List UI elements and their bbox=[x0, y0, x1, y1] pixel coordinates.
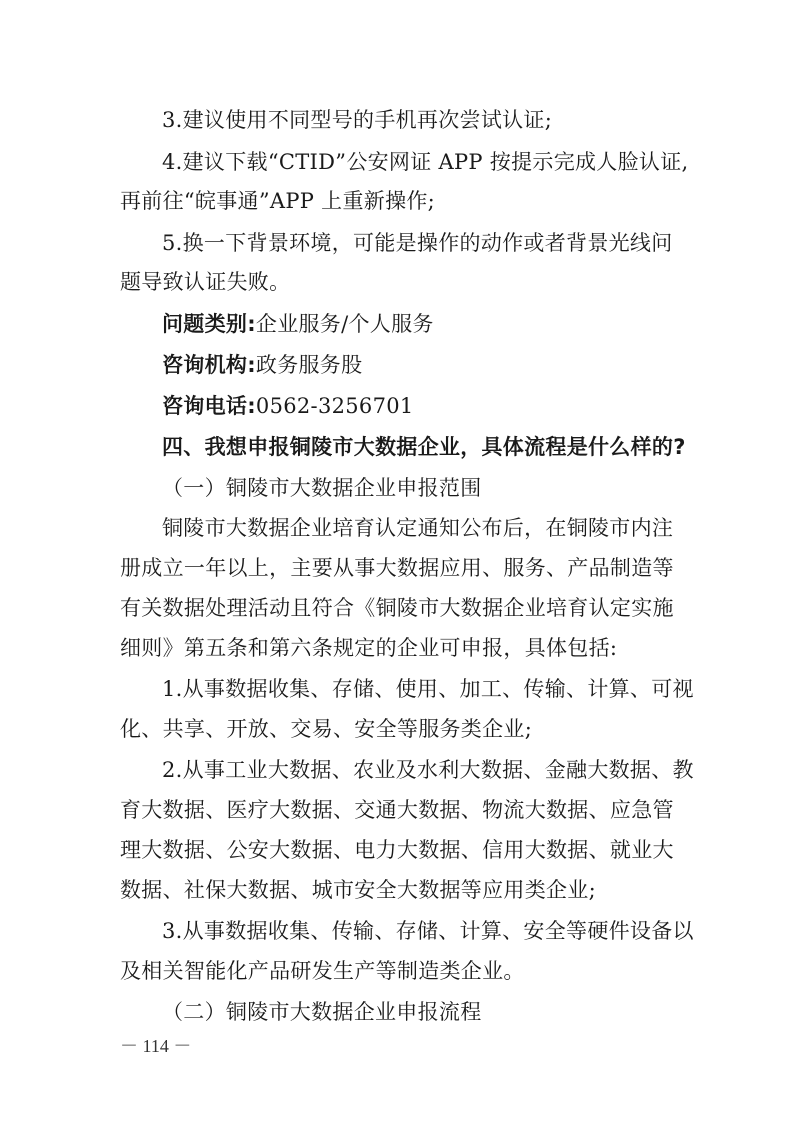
agency-label: 咨询机构: bbox=[162, 353, 256, 377]
agency-value: 政务服务股 bbox=[255, 353, 363, 377]
phone-value: 0562-3256701 bbox=[255, 394, 414, 418]
paragraph-item-3: 3.建议使用不同型号的手机再次尝试认证; bbox=[162, 108, 553, 132]
paragraph-item-4-line-2: 再前往“皖事通”APP 上重新操作; bbox=[120, 189, 436, 213]
paragraph-scope-line-1: 铜陵市大数据企业培育认定通知公布后，在铜陵市内注 bbox=[162, 516, 674, 540]
page-number: － 114 － bbox=[120, 1036, 192, 1056]
paragraph-scope-line-4: 细则》第五条和第六条规定的企业可申报，具体包括: bbox=[120, 636, 618, 660]
paragraph-scope-line-3: 有关数据处理活动且符合《铜陵市大数据企业培育认定实施 bbox=[120, 596, 674, 620]
subsection-1-heading: （一）铜陵市大数据企业申报范围 bbox=[162, 476, 482, 500]
list-item-3-line-1: 3.从事数据收集、传输、存储、计算、安全等硬件设备以 bbox=[162, 919, 694, 943]
paragraph-scope-line-2: 册成立一年以上，主要从事大数据应用、服务、产品制造等 bbox=[120, 556, 674, 580]
list-item-2-line-3: 理大数据、公安大数据、电力大数据、信用大数据、就业大 bbox=[120, 838, 674, 862]
list-item-2-line-2: 育大数据、医疗大数据、交通大数据、物流大数据、应急管 bbox=[120, 798, 674, 822]
section-4-heading: 四、我想申报铜陵市大数据企业，具体流程是什么样的? bbox=[162, 435, 686, 459]
paragraph-item-5-line-1: 5.换一下背景环境，可能是操作的动作或者背景光线问 bbox=[162, 231, 673, 255]
agency-row bbox=[162, 353, 682, 377]
paragraph-item-5-line-2: 题导致认证失败。 bbox=[120, 270, 291, 294]
phone-row bbox=[162, 394, 682, 418]
list-item-2-line-4: 数据、社保大数据、城市安全大数据等应用类企业; bbox=[120, 878, 596, 902]
list-item-1-line-2: 化、共享、开放、交易、安全等服务类企业; bbox=[120, 717, 533, 741]
paragraph-item-4-line-1: 4.建议下载“CTID”公安网证 APP 按提示完成人脸认证, bbox=[162, 150, 689, 174]
list-item-3-line-2: 及相关智能化产品研发生产等制造类企业。 bbox=[120, 959, 525, 983]
category-label: 问题类别: bbox=[162, 312, 256, 336]
list-item-2-line-1: 2.从事工业大数据、农业及水利大数据、金融大数据、教 bbox=[162, 758, 694, 782]
list-item-1-line-1: 1.从事数据收集、存储、使用、加工、传输、计算、可视 bbox=[162, 677, 694, 701]
subsection-2-heading: （二）铜陵市大数据企业申报流程 bbox=[162, 1000, 482, 1024]
category-row bbox=[162, 312, 682, 336]
phone-label: 咨询电话: bbox=[162, 394, 256, 418]
category-value: 企业服务/个人服务 bbox=[255, 312, 434, 336]
